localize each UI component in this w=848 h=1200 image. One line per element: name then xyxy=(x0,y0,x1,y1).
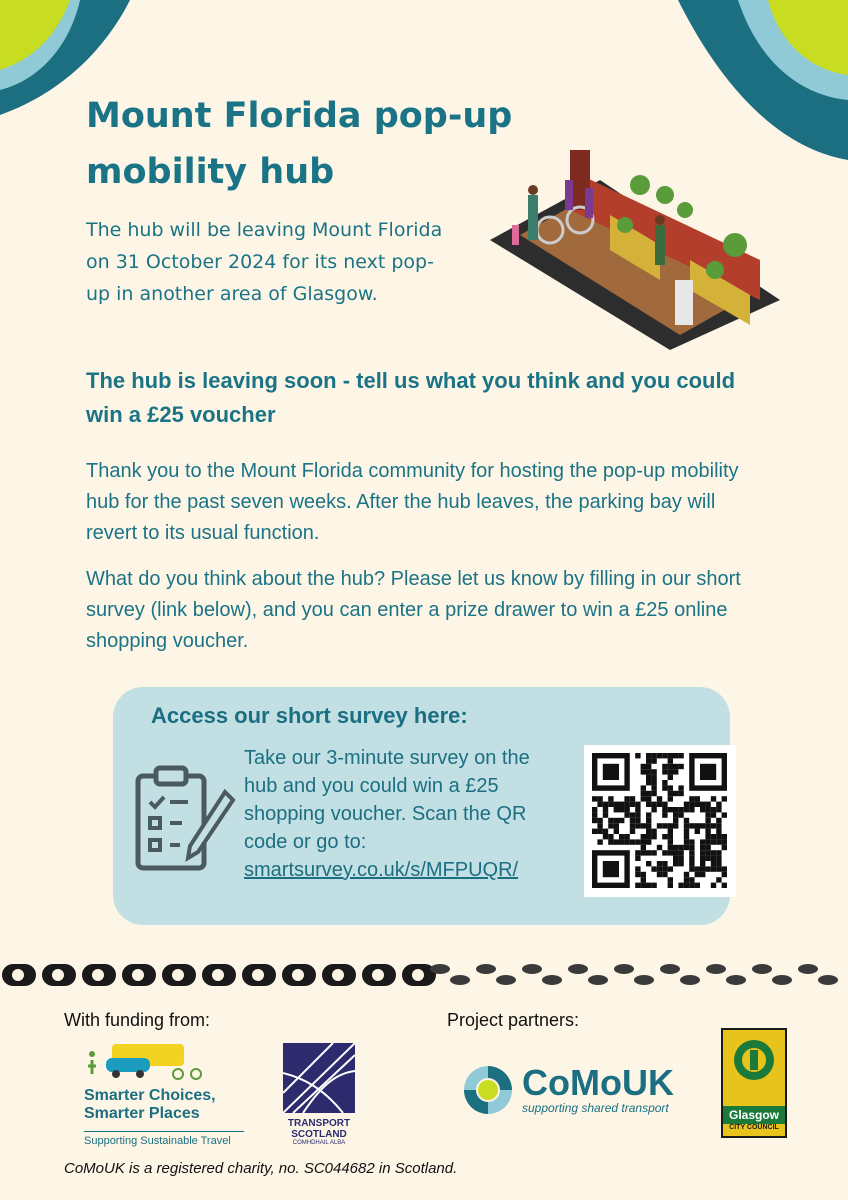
qr-code[interactable] xyxy=(584,745,736,897)
partners-label: Project partners: xyxy=(447,1010,580,1030)
section-subheading: The hub is leaving soon - tell us what you think and you could win a £25 voucher xyxy=(86,368,736,427)
thank-you-paragraph: Thank you to the Mount Florida community for hosting the pop-up mobility hub for the past seven weeks. After the hub leaves, the parking bay will revert to its usual function. xyxy=(86,460,739,544)
glasgow-name: Glasgow xyxy=(723,1106,785,1124)
comouk-tagline: supporting shared transport xyxy=(522,1101,669,1115)
transport-scotland-emblem xyxy=(283,1043,355,1113)
comouk-logo xyxy=(462,1064,674,1116)
survey-text: Take our 3-minute survey on the hub and you could win a £25 shopping voucher. Scan the QR code or go to: xyxy=(244,747,530,853)
intro-text: The hub will be leaving Mount Florida on 31 October 2024 for its next pop-up in another area of Glasgow. xyxy=(86,219,443,305)
survey-link[interactable]: smartsurvey.co.uk/s/MFPUQR/ xyxy=(244,859,519,881)
sc-name-line2: Smarter Places xyxy=(84,1105,200,1122)
survey-invite-paragraph: What do you think about the hub? Please let us know by filling in our short survey (link below), and you can enter a prize drawer to win a £25 online shopping voucher. xyxy=(86,568,741,652)
glasgow-city-council-logo xyxy=(721,1028,787,1138)
clipboard-pen-icon xyxy=(130,762,238,874)
corner-decoration-right xyxy=(678,0,848,160)
page-title: Mount Florida pop-up mobility hub xyxy=(86,96,513,192)
chain-footprints-divider xyxy=(0,960,848,990)
sc-tagline: Supporting Sustainable Travel xyxy=(84,1131,244,1147)
glasgow-crest-icon xyxy=(723,1030,785,1100)
ts-name-line2: SCOTLAND xyxy=(291,1129,347,1140)
sc-name-line1: Smarter Choices, xyxy=(84,1087,216,1104)
survey-description xyxy=(244,744,564,884)
comouk-name: CoMoUK xyxy=(522,1062,674,1103)
ts-name-line1: TRANSPORT xyxy=(287,1118,351,1129)
comouk-emblem xyxy=(462,1064,514,1116)
survey-title: Access our short survey here: xyxy=(151,703,468,728)
charity-footer: CoMoUK is a registered charity, no. SC044682 in Scotland. xyxy=(64,1160,458,1177)
funding-label: With funding from: xyxy=(64,1010,211,1030)
mobility-hub-illustration xyxy=(490,150,780,350)
bus-car-bike-icon xyxy=(84,1040,204,1082)
glasgow-sub: CITY COUNCIL xyxy=(729,1124,779,1131)
transport-scotland-logo xyxy=(283,1043,355,1146)
smarter-choices-logo xyxy=(84,1040,244,1147)
ts-sub: COMHDHAIL ALBA xyxy=(292,1140,346,1146)
